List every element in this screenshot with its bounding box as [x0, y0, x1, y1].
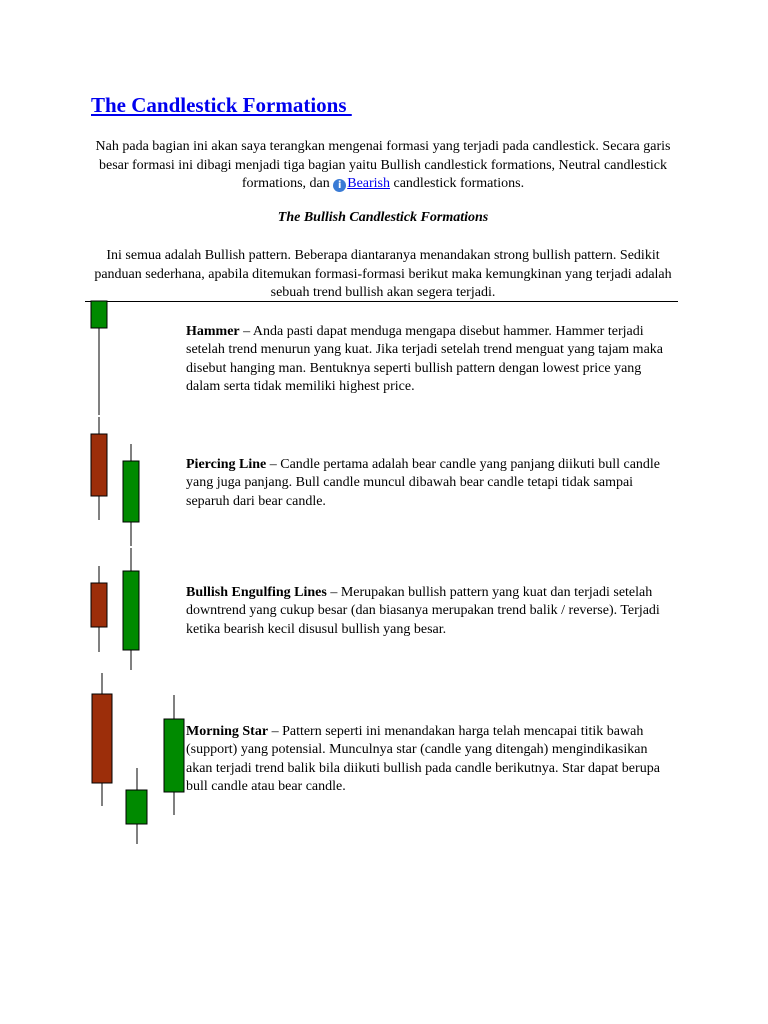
bearish-link[interactable]: Bearish: [347, 176, 390, 191]
pattern-separator: –: [266, 457, 281, 472]
piercing-bull-body: [123, 461, 139, 522]
pattern-description: Merupakan bullish pattern yang kuat dan terjadi setelah downtrend yang cukup besar (dan biasanya merupakan trend balik / reverse). Terjadi ketika bearish kecil disusul bullish yang besar.: [186, 585, 660, 637]
piercing-line-illustration: [91, 417, 139, 546]
piercing-bear-body: [91, 434, 107, 496]
morning-bear-body: [92, 694, 112, 783]
morning-star-body: [126, 790, 147, 824]
pattern-description: Anda pasti dapat menduga mengapa disebut hammer. Hammer terjadi setelah trend menurun yang kuat. Jika terjadi setelah trend menguat yang tajam maka disebut hanging man. Bentuknya seperti bullish pattern dengan lowest price yang dalam serta tidak memiliki highest price.: [186, 324, 663, 394]
intro-text: Nah pada bagian ini akan saya terangkan mengenai formasi yang terjadi pada candlestick. Secara garis besar formasi ini dibagi menjadi tiga bagian yaitu Bullish candlestick formations, Neutral candlestick formations, dan: [95, 139, 671, 191]
pattern-separator: –: [268, 724, 283, 739]
pattern-name: Bullish Engulfing Lines: [186, 585, 327, 600]
page-title[interactable]: The Candlestick Formations: [91, 93, 352, 117]
pattern-piercing-line: [186, 456, 676, 511]
pattern-name: Hammer: [186, 324, 240, 339]
pattern-separator: –: [239, 324, 253, 339]
pattern-morning-star: [186, 723, 676, 796]
pattern-hammer: [186, 323, 676, 396]
engulfing-bull-body: [123, 571, 139, 650]
pattern-name: Piercing Line: [186, 457, 267, 472]
section-intro: Ini semua adalah Bullish pattern. Beberapa diantaranya menandakan strong bullish pattern. Sedikit panduan sederhana, apabila ditemukan formasi-formasi berikut maka kemungkinan yang terjadi adalah sebuah trend bullish akan segera terjadi.: [94, 248, 672, 300]
hammer-body: [91, 301, 107, 328]
engulfing-illustration: [91, 548, 139, 670]
hammer-illustration: [91, 301, 107, 415]
pattern-separator: –: [326, 585, 341, 600]
morning-bull-body: [164, 719, 184, 792]
section-heading: The Bullish Candlestick Formations: [277, 210, 489, 225]
pattern-bullish-engulfing: [186, 584, 676, 639]
pattern-name: Morning Star: [186, 724, 269, 739]
engulfing-bear-body: [91, 583, 107, 627]
morning-star-illustration: [92, 673, 184, 844]
info-icon[interactable]: i: [333, 179, 346, 192]
intro-tail: candlestick formations.: [390, 176, 525, 191]
pattern-description: Pattern seperti ini menandakan harga telah mencapai titik bawah (support) yang potensial. Munculnya star (candle yang ditengah) mengindikasikan akan terjadi trend balik bila diikuti bullish pada candle berikutnya. Star dapat berupa bull candle atau bear candle.: [186, 724, 660, 794]
pattern-description: Candle pertama adalah bear candle yang panjang diikuti bull candle yang juga panjang. Bull candle muncul dibawah bear candle tetapi tidak sampai separuh dari bear candle.: [186, 457, 661, 509]
